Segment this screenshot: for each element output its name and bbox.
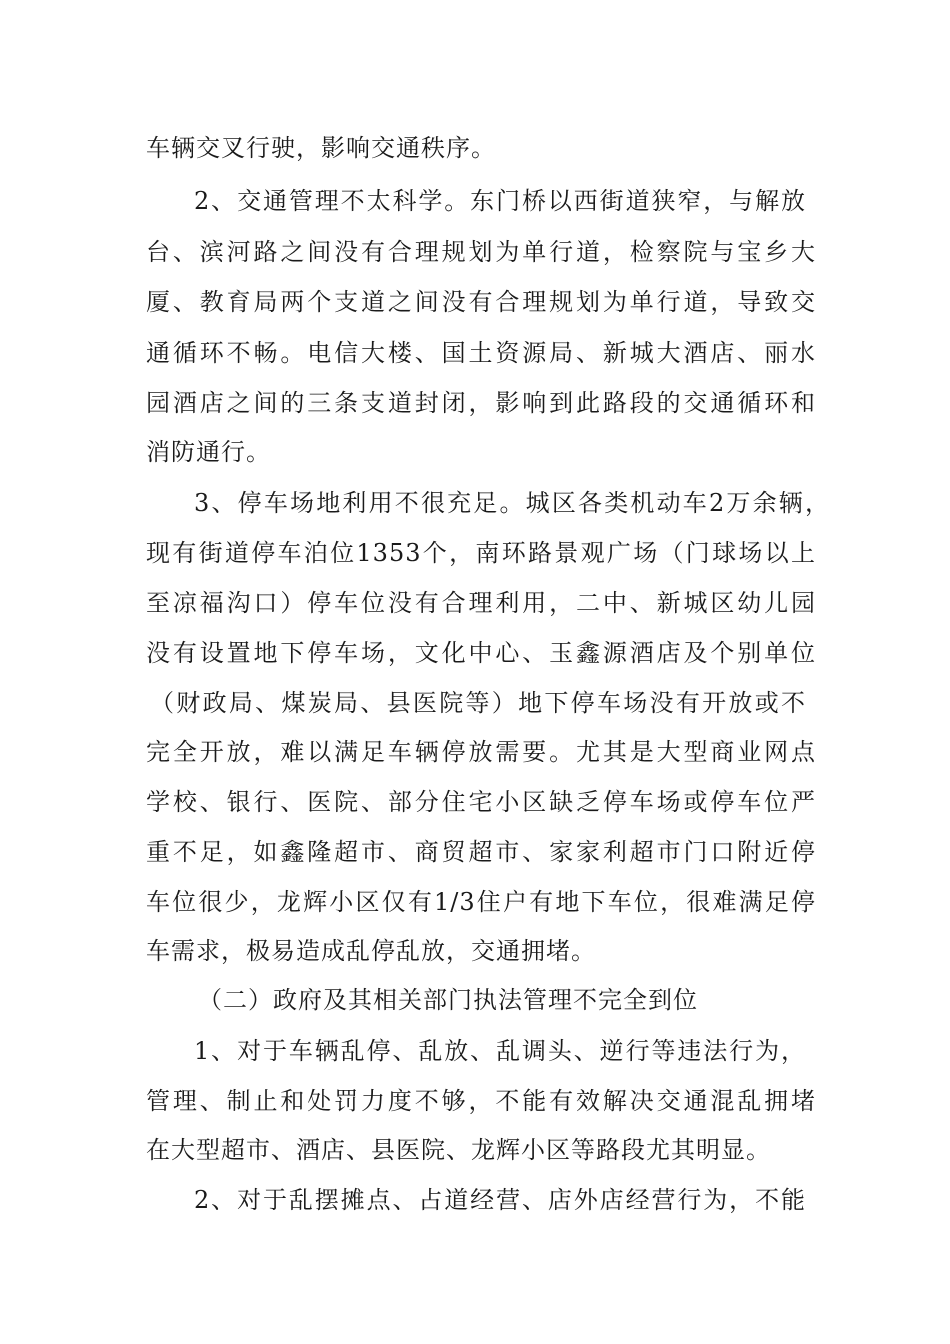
paragraph-start-line: 2、对于乱摆摊点、占道经营、店外店经营行为，不能 — [194, 1186, 806, 1214]
text-line: 学校、银行、医院、部分住宅小区缺乏停车场或停车位严 — [146, 788, 816, 816]
text-line: 车位很少，龙辉小区仅有1/3住户有地下车位，很难满足停 — [146, 888, 816, 916]
text-line: 园酒店之间的三条支道封闭，影响到此路段的交通循环和 — [146, 389, 816, 417]
text-line: 管理、制止和处罚力度不够，不能有效解决交通混乱拥堵 — [146, 1087, 816, 1115]
text-line: 厦、教育局两个支道之间没有合理规划为单行道，导致交 — [146, 288, 816, 316]
text-line: 消防通行。 — [146, 438, 271, 466]
text-line: 车需求，极易造成乱停乱放，交通拥堵。 — [146, 937, 596, 965]
paragraph-start-line: 1、对于车辆乱停、乱放、乱调头、逆行等违法行为， — [194, 1037, 806, 1065]
text-line: （财政局、煤炭局、县医院等）地下停车场没有开放或不 — [150, 689, 806, 717]
text-line: 现有街道停车泊位1353个，南环路景观广场（门球场以上 — [146, 539, 816, 567]
text-line: 完全开放，难以满足车辆停放需要。尤其是大型商业网点 — [146, 738, 816, 766]
text-line: 车辆交叉行驶，影响交通秩序。 — [146, 134, 496, 162]
section-heading: （二）政府及其相关部门执法管理不完全到位 — [198, 986, 698, 1014]
paragraph-start-line: 2、交通管理不太科学。东门桥以西街道狭窄，与解放 — [194, 187, 806, 215]
text-line: 没有设置地下停车场，文化中心、玉鑫源酒店及个别单位 — [146, 639, 816, 667]
paragraph-start-line: 3、停车场地利用不很充足。城区各类机动车2万余辆， — [194, 489, 830, 517]
text-line: 重不足，如鑫隆超市、商贸超市、家家利超市门口附近停 — [146, 838, 816, 866]
text-line: 台、滨河路之间没有合理规划为单行道，检察院与宝乡大 — [146, 238, 816, 266]
text-line: 至凉福沟口）停车位没有合理利用，二中、新城区幼儿园 — [146, 589, 816, 617]
text-line: 在大型超市、酒店、县医院、龙辉小区等路段尤其明显。 — [146, 1136, 771, 1164]
text-line: 通循环不畅。电信大楼、国土资源局、新城大酒店、丽水 — [146, 339, 816, 367]
